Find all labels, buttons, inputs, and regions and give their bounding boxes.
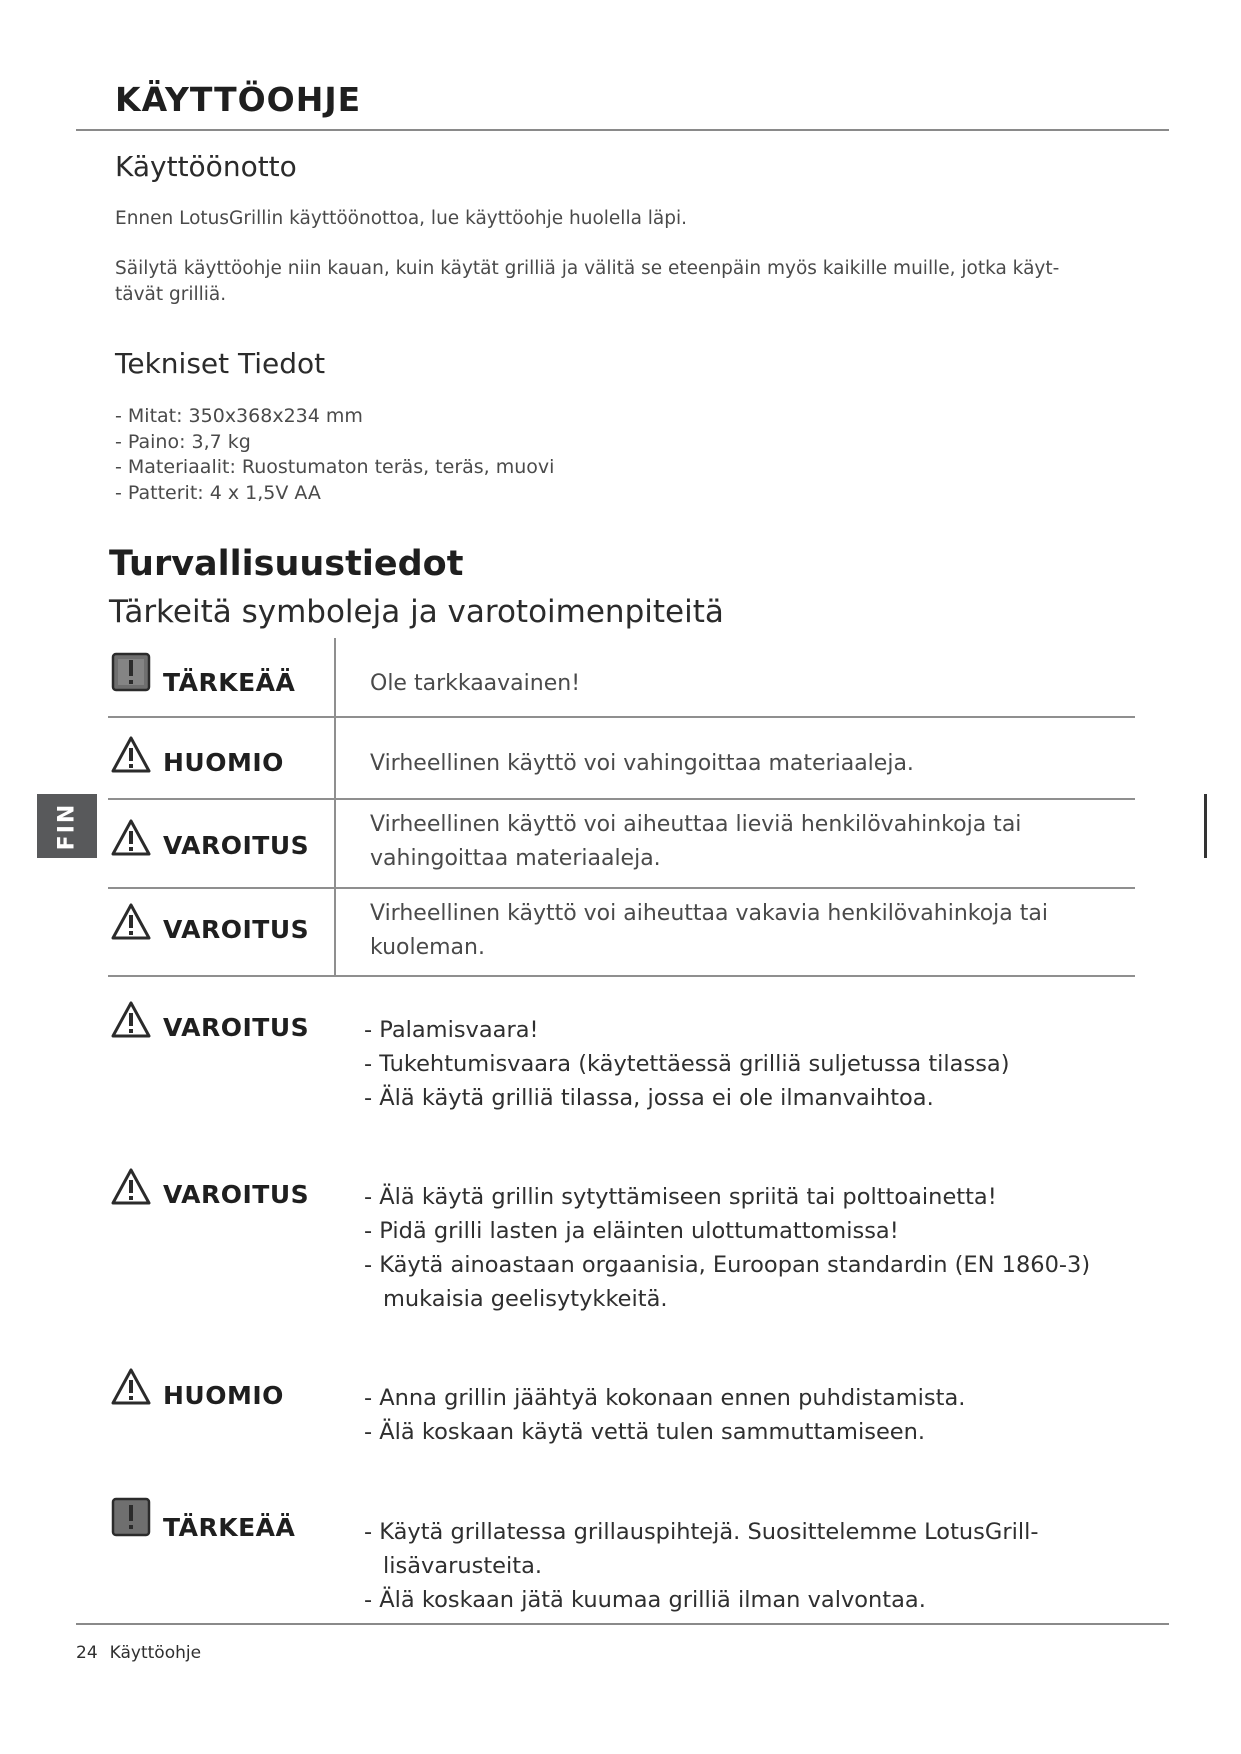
table-row-1-text xyxy=(370,667,1130,701)
block-1-label: VAROITUS xyxy=(163,1013,310,1042)
safety-subtitle: Tärkeitä symboleja ja varotoimenpiteitä xyxy=(109,594,724,630)
table-row-3-line-2: vahingoittaa materiaaleja. xyxy=(370,846,661,871)
page-title: KÄYTTÖOHJE xyxy=(115,80,362,119)
page-footer xyxy=(76,1643,201,1663)
table-row-4-line-1: Virheellinen käyttö voi aiheuttaa vakavia henkilövahinkoja tai xyxy=(370,901,1048,926)
footer-divider xyxy=(76,1623,1169,1625)
important-square-icon xyxy=(111,652,151,692)
list-item: - Älä käytä grilliä tilassa, jossa ei ole ilmanvaihtoa. xyxy=(364,1085,934,1111)
block-2-label: VAROITUS xyxy=(163,1180,310,1209)
footer-label: Käyttöohje xyxy=(109,1643,202,1663)
list-item: - Käytä grillatessa grillauspihtejä. Suosittelemme LotusGrill-lisävarusteita. xyxy=(364,1519,1039,1579)
table-row-divider xyxy=(108,975,1135,977)
warning-triangle-icon xyxy=(111,735,151,775)
list-item: - Älä koskaan jätä kuumaa grilliä ilman valvontaa. xyxy=(364,1587,926,1613)
intro-paragraph-1: Ennen LotusGrillin käyttöönottoa, lue käyttöohje huolella läpi. xyxy=(115,208,688,229)
spec-item: - Patterit: 4 x 1,5V AA xyxy=(115,481,321,504)
safety-title: Turvallisuustiedot xyxy=(109,544,464,584)
table-row-3-text xyxy=(370,808,1130,876)
block-2-list xyxy=(364,1180,1124,1316)
language-tab-label-wrap xyxy=(37,794,97,858)
table-row-2-line-1: Virheellinen käyttö voi vahingoittaa materiaaleja. xyxy=(370,751,914,776)
table-row-divider xyxy=(108,798,1135,800)
specs-heading: Tekniset Tiedot xyxy=(115,347,326,380)
warning-triangle-icon xyxy=(111,1000,151,1040)
warning-triangle-icon xyxy=(111,818,151,858)
block-3-list xyxy=(364,1381,1144,1449)
block-4-label: TÄRKEÄÄ xyxy=(163,1513,296,1542)
header-divider xyxy=(76,129,1169,131)
table-row-3-label: VAROITUS xyxy=(163,831,310,860)
table-row-3-line-1: Virheellinen käyttö voi aiheuttaa lieviä henkilövahinkoja tai xyxy=(370,812,1022,837)
table-row-1-line-1: Ole tarkkaavainen! xyxy=(370,671,581,696)
intro-heading: Käyttöönotto xyxy=(115,150,297,183)
table-column-divider xyxy=(334,638,336,977)
spec-item: - Paino: 3,7 kg xyxy=(115,430,251,453)
table-row-divider xyxy=(108,887,1135,889)
block-4-list xyxy=(364,1515,1064,1617)
specs-list xyxy=(115,404,554,506)
table-row-4-text xyxy=(370,897,1130,965)
warning-triangle-icon xyxy=(111,1167,151,1207)
spec-item: - Materiaalit: Ruostumaton teräs, teräs, muovi xyxy=(115,456,555,478)
table-row-4-line-2: kuoleman. xyxy=(370,935,485,960)
block-3-label: HUOMIO xyxy=(163,1381,284,1410)
list-item: - Pidä grilli lasten ja eläinten ulottumattomissa! xyxy=(364,1218,899,1244)
table-row-divider xyxy=(108,716,1135,718)
list-item: - Tukehtumisvaara (käytettäessä grilliä suljetussa tilassa) xyxy=(364,1051,1010,1077)
page-number: 24 xyxy=(76,1643,98,1663)
intro-paragraph-2-line-1: Säilytä käyttöohje niin kauan, kuin käytät grilliä ja välitä se eteenpäin myös kaikille muille, jotka käyt- xyxy=(115,258,1060,279)
language-tab-label: FIN xyxy=(54,802,80,850)
warning-triangle-icon xyxy=(111,1367,151,1407)
intro-paragraph-2-line-2: tävät grilliä. xyxy=(115,284,227,305)
spec-item: - Mitat: 350x368x234 mm xyxy=(115,405,363,427)
list-item: - Älä käytä grillin sytyttämiseen spriitä tai polttoainetta! xyxy=(364,1184,997,1210)
warning-triangle-icon xyxy=(111,902,151,942)
block-1-list xyxy=(364,1013,1144,1115)
intro-paragraph-2 xyxy=(115,256,1135,308)
table-row-2-label: HUOMIO xyxy=(163,748,284,777)
list-item: - Anna grillin jäähtyä kokonaan ennen puhdistamista. xyxy=(364,1385,966,1411)
table-row-4-label: VAROITUS xyxy=(163,915,310,944)
list-item: - Palamisvaara! xyxy=(364,1017,539,1043)
table-row-1-label: TÄRKEÄÄ xyxy=(163,668,296,697)
right-edge-marker xyxy=(1204,794,1207,858)
list-item: - Älä koskaan käytä vettä tulen sammuttamiseen. xyxy=(364,1419,926,1445)
list-item: - Käytä ainoastaan orgaanisia, Euroopan standardin (EN 1860-3) mukaisia geelisytykkeitä. xyxy=(364,1252,1091,1312)
table-row-2-text xyxy=(370,747,1130,781)
important-square-icon xyxy=(111,1497,151,1537)
